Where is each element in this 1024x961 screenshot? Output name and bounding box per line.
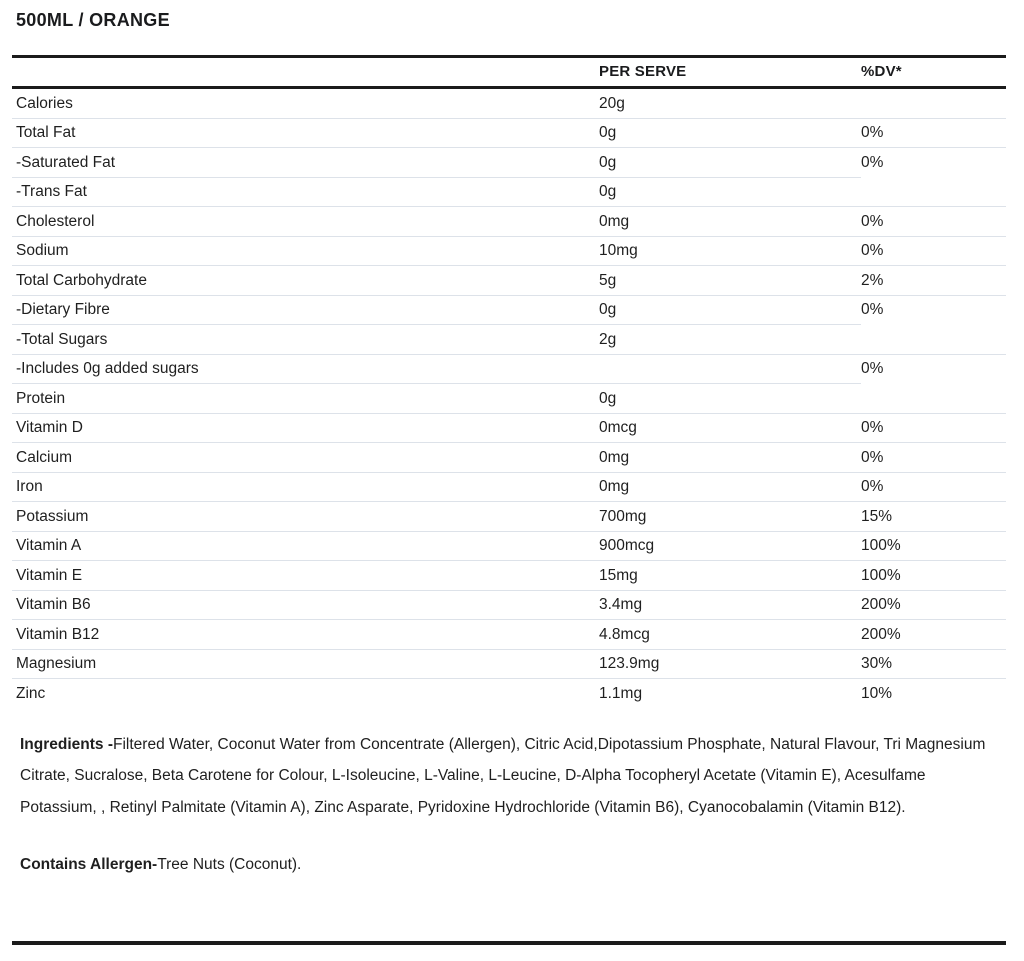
table-row bbox=[12, 325, 1006, 355]
cell-dv: 0% bbox=[861, 118, 1006, 148]
cell-dv: 0% bbox=[861, 360, 884, 378]
cell-dv bbox=[861, 384, 1006, 414]
cell-dv: 200% bbox=[861, 620, 1006, 650]
cell-label: -Includes 0g added sugars bbox=[12, 354, 599, 384]
cell-per-serve: 2g bbox=[599, 325, 861, 355]
ingredients-paragraph bbox=[20, 729, 986, 824]
cell-per-serve: 0mcg bbox=[599, 413, 861, 443]
cell-per-serve: 5g bbox=[599, 266, 861, 296]
nutrition-table-body bbox=[12, 88, 1006, 708]
page-title: 500ML / ORANGE bbox=[16, 10, 170, 30]
cell-dv: 10% bbox=[861, 684, 893, 702]
cell-label: Total Fat bbox=[12, 118, 599, 148]
cell-label: -Total Sugars bbox=[12, 325, 599, 355]
cell-per-serve: 0g bbox=[599, 118, 861, 148]
cell-dv: 100% bbox=[861, 531, 1006, 561]
cell-per-serve bbox=[599, 354, 861, 384]
nutrition-table bbox=[12, 55, 1006, 708]
table-row bbox=[12, 649, 1006, 679]
cell-per-serve: 0g bbox=[599, 295, 861, 325]
cell-dv: 100% bbox=[861, 561, 1006, 591]
cell-dv: 0% bbox=[861, 472, 1006, 502]
cell-per-serve: 700mg bbox=[599, 502, 861, 532]
table-row bbox=[12, 148, 1006, 178]
cell-label: Zinc bbox=[16, 684, 46, 702]
cell-dv bbox=[861, 88, 1006, 119]
table-row bbox=[12, 531, 1006, 561]
cell-dv: 15% bbox=[861, 502, 1006, 532]
table-row bbox=[12, 207, 1006, 237]
cell-per-serve: 1.1mg bbox=[599, 684, 643, 702]
cell-label: -Dietary Fibre bbox=[12, 295, 599, 325]
cell-label: Vitamin B6 bbox=[12, 590, 599, 620]
table-row bbox=[12, 679, 1006, 708]
table-row bbox=[12, 620, 1006, 650]
cell-label: Calories bbox=[12, 88, 599, 119]
table-row bbox=[12, 443, 1006, 473]
cell-per-serve: 0g bbox=[599, 177, 861, 207]
cell-per-serve: 15mg bbox=[599, 561, 861, 591]
allergen-paragraph bbox=[20, 849, 1006, 881]
cell-label: -Saturated Fat bbox=[12, 148, 599, 178]
cell-label: Vitamin E bbox=[12, 561, 599, 591]
cell-per-serve: 0g bbox=[599, 384, 861, 414]
allergen-label: Contains Allergen- bbox=[20, 856, 158, 873]
header-per-serve: PER SERVE bbox=[599, 57, 861, 88]
cell-label: Vitamin A bbox=[12, 531, 599, 561]
cell-dv: 200% bbox=[861, 590, 1006, 620]
cell-dv: 0% bbox=[861, 413, 1006, 443]
cell-per-serve: 0g bbox=[599, 148, 861, 178]
cell-dv: 0% bbox=[861, 236, 1006, 266]
cell-label: Vitamin B12 bbox=[12, 620, 599, 650]
cell-dv bbox=[861, 177, 1006, 207]
cell-label: Cholesterol bbox=[12, 207, 599, 237]
cell-per-serve: 0mg bbox=[599, 472, 861, 502]
table-row bbox=[12, 295, 1006, 325]
cell-label: Sodium bbox=[12, 236, 599, 266]
cell-label: Vitamin D bbox=[12, 413, 599, 443]
table-row bbox=[12, 561, 1006, 591]
cell-dv bbox=[861, 325, 1006, 355]
cell-per-serve: 10mg bbox=[599, 236, 861, 266]
cell-dv: 0% bbox=[861, 207, 1006, 237]
table-row bbox=[12, 502, 1006, 532]
table-row bbox=[12, 354, 1006, 384]
header-nutrient-column bbox=[12, 57, 599, 88]
cell-per-serve: 900mcg bbox=[599, 531, 861, 561]
table-row bbox=[12, 118, 1006, 148]
cell-dv: 0% bbox=[861, 153, 884, 171]
header-dv: %DV* bbox=[861, 57, 1006, 88]
cell-per-serve: 20g bbox=[599, 88, 861, 119]
table-row bbox=[12, 384, 1006, 414]
table-row bbox=[12, 236, 1006, 266]
cell-label: Protein bbox=[12, 384, 599, 414]
bottom-divider bbox=[12, 941, 1006, 945]
cell-per-serve: 4.8mcg bbox=[599, 620, 861, 650]
table-row bbox=[12, 413, 1006, 443]
cell-label: -Trans Fat bbox=[12, 177, 599, 207]
cell-label: Calcium bbox=[12, 443, 599, 473]
cell-dv: 0% bbox=[861, 443, 1006, 473]
table-row bbox=[12, 590, 1006, 620]
cell-dv: 0% bbox=[861, 301, 884, 319]
table-row bbox=[12, 472, 1006, 502]
table-header-row bbox=[12, 57, 1006, 88]
cell-dv: 2% bbox=[861, 266, 1006, 296]
cell-label: Potassium bbox=[12, 502, 599, 532]
cell-label: Iron bbox=[12, 472, 599, 502]
ingredients-body: Filtered Water, Coconut Water from Concentrate (Allergen), Citric Acid,Dipotassium Phosphate, Natural Flavour, Tri Magnesium Citrate, Sucralose, Beta Carotene for Colour, L-Isoleucine, L-Valine, L-Leucine, D-Alpha Tocopheryl Acetate (Vitamin E), Acesulfame Potassium, , Retinyl Palmitate (Vitamin A), Zinc Asparate, Pyridoxine Hydrochloride (Vitamin B6), Cyanocobalamin (Vitamin B12). bbox=[20, 735, 986, 816]
allergen-body: Tree Nuts (Coconut). bbox=[157, 856, 302, 873]
cell-label: Total Carbohydrate bbox=[12, 266, 599, 296]
cell-per-serve: 0mg bbox=[599, 207, 861, 237]
cell-per-serve: 3.4mg bbox=[599, 590, 861, 620]
cell-per-serve: 123.9mg bbox=[599, 649, 861, 679]
ingredients-label: Ingredients - bbox=[20, 735, 114, 753]
table-row bbox=[12, 88, 1006, 119]
cell-label: Magnesium bbox=[12, 649, 599, 679]
table-row bbox=[12, 177, 1006, 207]
cell-per-serve: 0mg bbox=[599, 443, 861, 473]
table-row bbox=[12, 266, 1006, 296]
cell-dv: 30% bbox=[861, 649, 1006, 679]
